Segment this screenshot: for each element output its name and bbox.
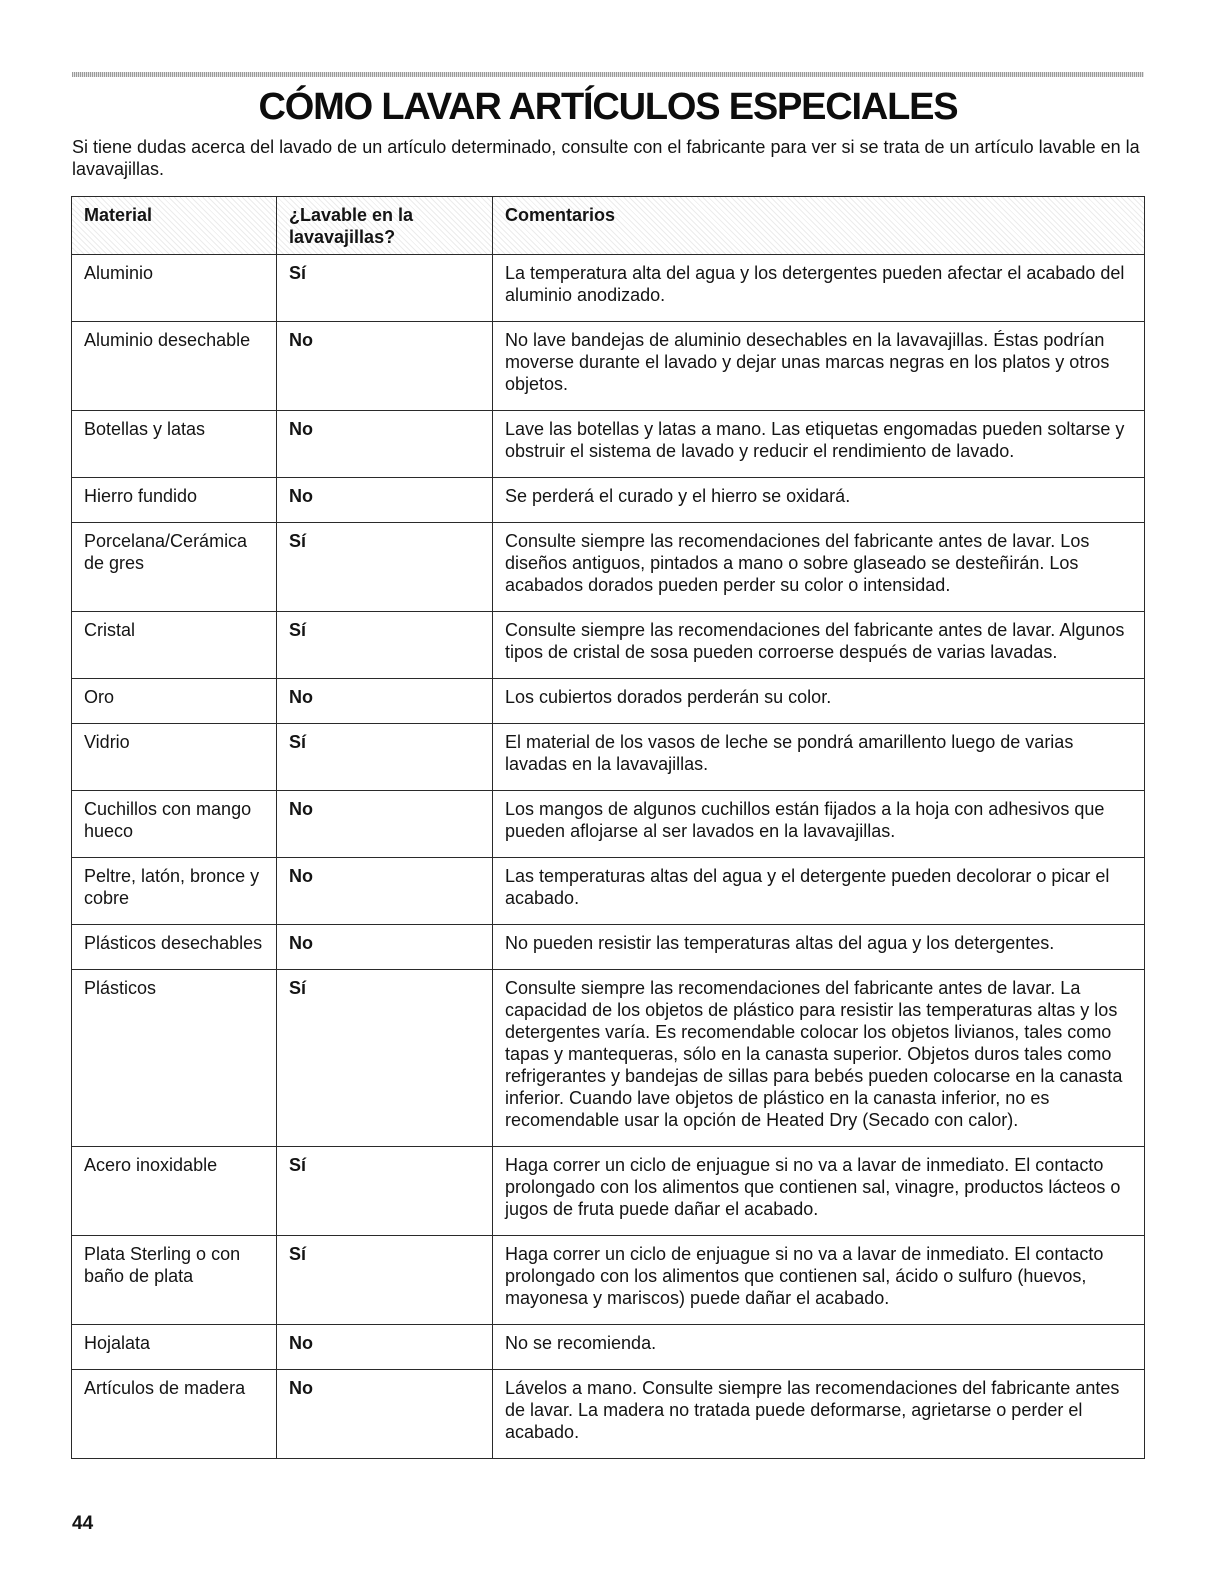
table-row (72, 322, 1145, 411)
cell-washable: Sí (277, 970, 493, 1147)
top-rule (72, 72, 1144, 77)
cell-comments: Lave las botellas y latas a mano. Las etiquetas engomadas pueden soltarse y obstruir el sistema de lavado y reducir el rendimiento de lavado. (493, 411, 1145, 478)
table-row (72, 791, 1145, 858)
cell-comments: Haga correr un ciclo de enjuague si no va a lavar de inmediato. El contacto prolongado con los alimentos que contienen sal, ácido o sulfuro (huevos, mayonesa y mariscos) puede dañar el acabado. (493, 1236, 1145, 1325)
cell-material: Porcelana/Cerámica de gres (72, 523, 277, 612)
table-row (72, 679, 1145, 724)
cell-washable: No (277, 791, 493, 858)
table-row (72, 1147, 1145, 1236)
table-header-row (72, 197, 1145, 255)
cell-comments: Las temperaturas altas del agua y el detergente pueden decolorar o picar el acabado. (493, 858, 1145, 925)
cell-material: Cristal (72, 612, 277, 679)
cell-washable: No (277, 925, 493, 970)
cell-material: Vidrio (72, 724, 277, 791)
cell-washable: No (277, 322, 493, 411)
table-row (72, 1236, 1145, 1325)
cell-material: Artículos de madera (72, 1370, 277, 1459)
cell-washable: No (277, 679, 493, 724)
table-row (72, 858, 1145, 925)
table-row (72, 255, 1145, 322)
cell-comments: No se recomienda. (493, 1325, 1145, 1370)
cell-washable: Sí (277, 1147, 493, 1236)
cell-washable: Sí (277, 1236, 493, 1325)
cell-washable: Sí (277, 523, 493, 612)
cell-material: Cuchillos con mango hueco (72, 791, 277, 858)
table-row (72, 1325, 1145, 1370)
cell-washable: Sí (277, 724, 493, 791)
cell-washable: No (277, 411, 493, 478)
cell-comments: El material de los vasos de leche se pondrá amarillento luego de varias lavadas en la lavavajillas. (493, 724, 1145, 791)
table-row (72, 1370, 1145, 1459)
page-number: 44 (72, 1513, 94, 1534)
cell-material: Peltre, latón, bronce y cobre (72, 858, 277, 925)
cell-comments: Se perderá el curado y el hierro se oxidará. (493, 478, 1145, 523)
cell-material: Plásticos desechables (72, 925, 277, 970)
cell-material: Aluminio desechable (72, 322, 277, 411)
cell-material: Hierro fundido (72, 478, 277, 523)
cell-washable: No (277, 1370, 493, 1459)
table-row (72, 478, 1145, 523)
header-washable: ¿Lavable en la lavavajillas? (277, 197, 493, 255)
table-row (72, 925, 1145, 970)
cell-comments: Lávelos a mano. Consulte siempre las recomendaciones del fabricante antes de lavar. La madera no tratada puede deformarse, agrietarse o perder el acabado. (493, 1370, 1145, 1459)
cell-material: Plata Sterling o con baño de plata (72, 1236, 277, 1325)
cell-comments: No pueden resistir las temperaturas altas del agua y los detergentes. (493, 925, 1145, 970)
cell-material: Plásticos (72, 970, 277, 1147)
materials-table (71, 196, 1145, 1459)
table-row (72, 612, 1145, 679)
cell-comments: Consulte siempre las recomendaciones del fabricante antes de lavar. Los diseños antiguos, pintados a mano o sobre glaseado se desteñirán. Los acabados dorados pueden perder su color o intensidad. (493, 523, 1145, 612)
cell-washable: Sí (277, 255, 493, 322)
cell-material: Oro (72, 679, 277, 724)
page-title: CÓMO LAVAR ARTÍCULOS ESPECIALES (258, 86, 958, 128)
table-row (72, 724, 1145, 791)
cell-comments: Haga correr un ciclo de enjuague si no va a lavar de inmediato. El contacto prolongado con los alimentos que contienen sal, vinagre, productos lácteos o jugos de fruta puede dañar el acabado. (493, 1147, 1145, 1236)
cell-comments: Los cubiertos dorados perderán su color. (493, 679, 1145, 724)
cell-comments: La temperatura alta del agua y los detergentes pueden afectar el acabado del aluminio anodizado. (493, 255, 1145, 322)
cell-comments: Consulte siempre las recomendaciones del fabricante antes de lavar. La capacidad de los objetos de plástico para resistir las temperaturas altas y los detergentes varía. Es recomendable colocar los objetos livianos, tales como tapas y mantequeras, sólo en la canasta superior. Objetos duros tales como refrigerantes y bandejas de sillas para bebés pueden colocarse en la canasta inferior. Cuando lave objetos de plástico en la canasta inferior, no es recomendable usar la opción de Heated Dry (Secado con calor). (493, 970, 1145, 1147)
cell-washable: No (277, 1325, 493, 1370)
cell-washable: Sí (277, 612, 493, 679)
cell-comments: Los mangos de algunos cuchillos están fijados a la hoja con adhesivos que pueden aflojarse al ser lavados en la lavavajillas. (493, 791, 1145, 858)
cell-material: Hojalata (72, 1325, 277, 1370)
header-comments: Comentarios (493, 197, 1145, 255)
table-row (72, 970, 1145, 1147)
cell-washable: No (277, 858, 493, 925)
table-row (72, 411, 1145, 478)
cell-material: Aluminio (72, 255, 277, 322)
cell-comments: No lave bandejas de aluminio desechables en la lavavajillas. Éstas podrían moverse durante el lavado y dejar unas marcas negras en los platos y otros objetos. (493, 322, 1145, 411)
header-material: Material (72, 197, 277, 255)
cell-material: Botellas y latas (72, 411, 277, 478)
table-row (72, 523, 1145, 612)
cell-comments: Consulte siempre las recomendaciones del fabricante antes de lavar. Algunos tipos de cristal de sosa pueden corroerse después de varias lavadas. (493, 612, 1145, 679)
cell-material: Acero inoxidable (72, 1147, 277, 1236)
cell-washable: No (277, 478, 493, 523)
intro-paragraph: Si tiene dudas acerca del lavado de un artículo determinado, consulte con el fabricante para ver si se trata de un artículo lavable en la lavavajillas. (72, 137, 1140, 179)
